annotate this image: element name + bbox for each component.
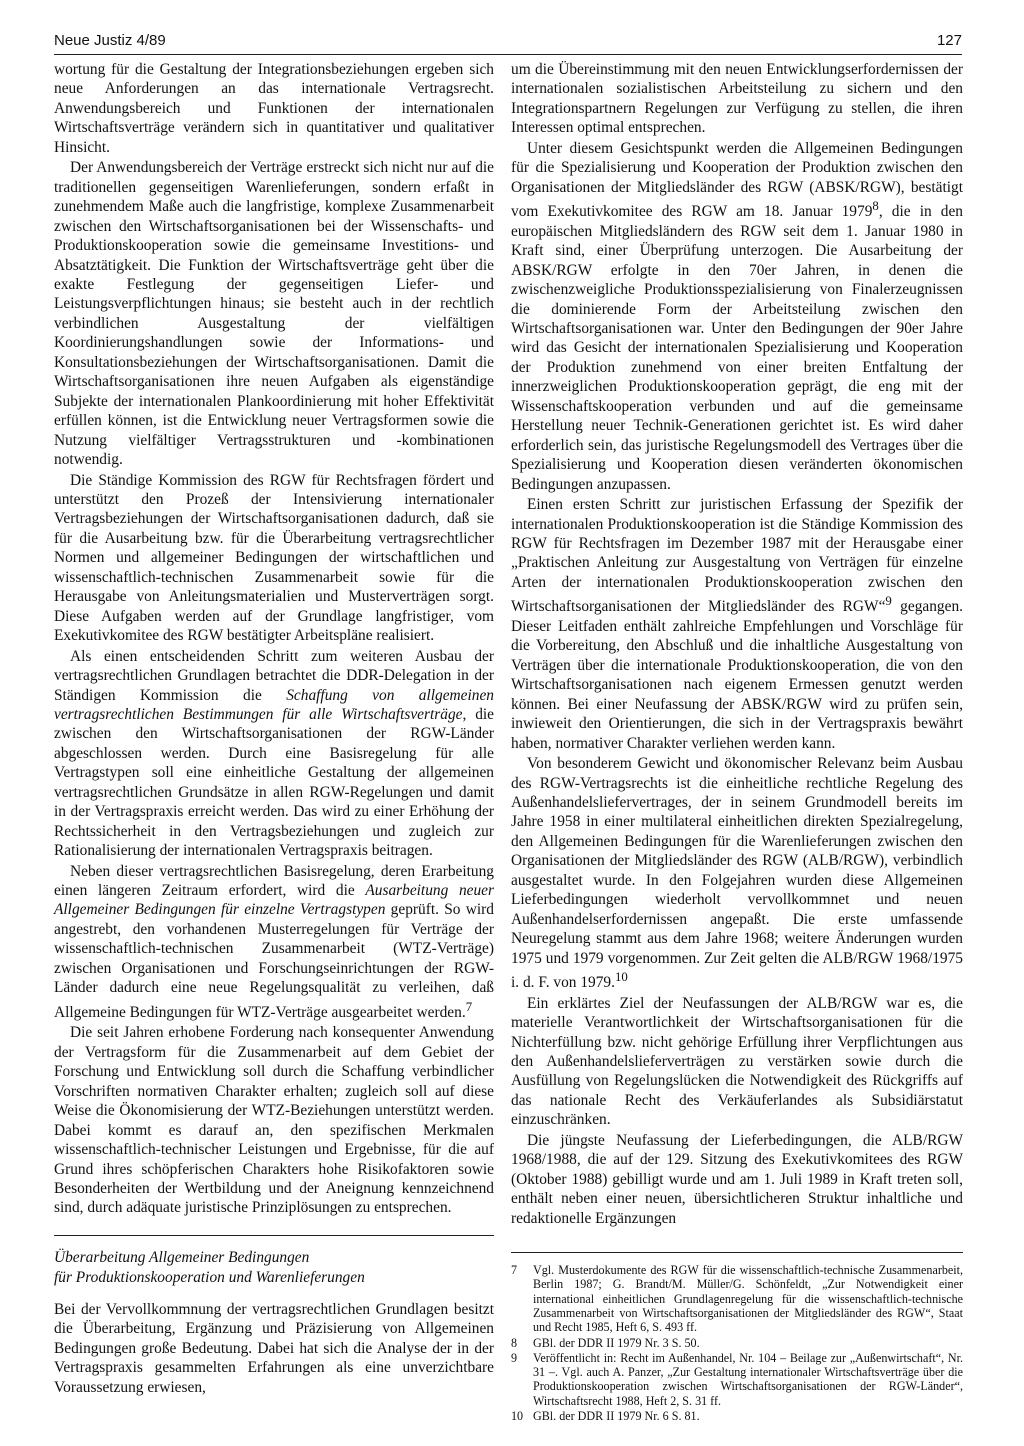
running-header xyxy=(54,30,962,55)
right-column xyxy=(511,60,963,1424)
footnote-text: Vgl. Musterdokumente des RGW für die wissenschaftlich-technische Zusammenarbeit, Berlin 1987; G. Brandt/M. Müller/G. Schönfeldt, „Zur Notwendigkeit einer international einheitlichen Grundlagenregelung für die wissenschaftlich-technische Zusammenarbeit von Wirtschaftsorganisationen der Mitgliedsländer des RGW“, Staat und Recht 1985, Heft 6, S. 493 ff. xyxy=(533,1263,963,1335)
footnote-ref: 8 xyxy=(872,199,879,214)
paragraph-text: Als einen entscheidenden Schritt zum weiteren Ausbau der vertragsrechtlichen Grundlagen betrachtet die DDR-Delegation in der Ständigen Kommission die xyxy=(54,647,494,704)
paragraph-text: Einen ersten Schritt zur juristischen Erfassung der Spezifik der internationalen Produktionskooperation ist die Ständige Kommission des RGW für Rechtsfragen im Dezember 1987 mit der Herausgabe einer „Praktischen Anleitung zur Ausgestaltung von Verträgen für einzelne Arten der internationalen Produktionskooperation zwischen den Wirtschaftsorganisationen der Mitgliedsländer des RGW“ xyxy=(511,496,963,616)
footnote-text: GBl. der DDR II 1979 Nr. 3 S. 50. xyxy=(533,1335,700,1350)
paragraph: Der Anwendungsbereich der Verträge erstreckt sich nicht nur auf die traditionellen gegenseitigen Warenlieferungen, sondern erfaßt in zunehmendem Maße auch die langfristige, komplexe Zusammenarbeit zwischen den Wirtschaftsorganisationen bei der Wissenschafts- und Produktionskooperation sowie die gemeinsame Investitions- und Absatztätigkeit. Die Funktion der Wirtschaftsverträge geht über die exakte Festlegung der gegenseitigen Liefer- und Leistungsverpflichtungen hinaus; sie besteht auch in der rechtlich verbindlichen Ausgestaltung der vielfältigen Koordinierungshandlungen sowie der Informations- und Konsultationsbeziehungen der Wirtschaftsorganisationen. Damit die Wirtschaftsorganisationen ihre neuen Aufgaben als eigenständige Subjekte der internationalen Plankoordinierung mit hoher Effektivität erfüllen können, ist die Entwicklung neuer Vertragsformen sowie die Nutzung vielfältiger Vertragsstrukturen und -kombinationen notwendig. xyxy=(54,159,494,469)
footnote-number: 10 xyxy=(511,1409,524,1424)
paragraph xyxy=(511,139,963,494)
section-heading-line: für Produktionskooperation und Warenlieferungen xyxy=(54,1268,365,1286)
footnotes xyxy=(511,1263,963,1423)
footnote-number: 8 xyxy=(511,1335,518,1350)
footnote xyxy=(511,1409,963,1423)
footnote-ref: 7 xyxy=(465,999,473,1014)
paragraph xyxy=(54,862,494,1023)
paragraph-text: , die in den europäischen Mitgliedsländern des RGW seit dem 1. Januar 1980 in Kraft sind, einer Überprüfung unterzogen. Die Ausarbeitung der ABSK/RGW erfolgte in den 70er Jahren, in denen die zwischenzweigliche Produktionsspezialisierung von Finalerzeugnissen die dominierende Form der Arbeitsteilung zwischen den Wirtschaftsorganisationen war. Unter den Bedingungen der 90er Jahre wird das Gesicht der internationalen Spezialisierung und Kooperation der Produktion zunehmend von einer breiten Entfaltung der innerzweiglichen Produktionskooperation geprägt, die eng mit der Wissenschaftskooperation verbunden und auf die gemeinsame Herstellung neuer Technik-Generationen gerichtet ist. Es wird daher erforderlich sein, das juristische Regelungsmodell des Vertrages über die Spezialisierung und Kooperation diesen veränderten ökonomischen Bedingungen anzupassen. xyxy=(511,203,963,493)
left-column xyxy=(54,60,494,1398)
footnote-divider xyxy=(511,1252,963,1253)
emphasized-text: Ausarbeitung neuer Allgemeiner Bedingungen für einzelne Vertragstypen xyxy=(54,882,494,919)
footnote-number: 9 xyxy=(511,1350,518,1365)
footnote xyxy=(511,1336,963,1350)
footnote xyxy=(511,1263,963,1334)
section-heading xyxy=(54,1248,494,1288)
paragraph xyxy=(54,647,494,861)
paragraph-text: gegangen. Dieser Leitfaden enthält zahlreiche Empfehlungen und Vorschläge für die Vorbereitung, den Abschluß und die inhaltliche Ausgestaltung von Verträgen über die internationale Produktionskooperation, die von den Wirtschaftsorganisationen nach eigenem Ermessen genutzt werden können. Bei einer Neufassung der ABSK/RGW wird zu prüfen sein, inwieweit den Orientierungen, die sich in der Vertragspraxis bewährt haben, normativer Charakter verliehen werden kann. xyxy=(511,598,963,752)
paragraph: Die seit Jahren erhobene Forderung nach konsequenter Anwendung der Vertragsform für die Zusammenarbeit auf dem Gebiet der Forschung und Entwicklung soll durch die Schaffung verbindlicher Vorschriften normativen Charakter erhalten; zugleich soll auf diese Weise die Ökonomisierung der WTZ-Beziehungen unterstützt werden. Dabei kommt es darauf an, den spezifischen Merkmalen wissenschaftlich-technischer Leistungen und Ergebnisse, für die auf Grund ihres schöpferischen Charakters hohe Risikofaktoren sowie Besonderheiten der Wertbildung und der Aneignung kennzeichnend sind, durch adäquate juristische Prinziplösungen zu entsprechen. xyxy=(54,1024,494,1217)
paragraph xyxy=(511,754,963,993)
paragraph-text: Von besonderem Gewicht und ökonomischer Relevanz beim Ausbau des RGW-Vertragsrechts ist die einheitliche rechtliche Regelung des Außenhandelsliefervertrages, der in seinem Grundmodell bereits im Jahre 1958 in einer multilateral einheitlichen direkten Spezialregelung, den Allgemeinen Bedingungen für die Warenlieferungen zwischen den Organisationen der Mitgliedsländer des RGW (ALB/RGW), verbindlich ausgestaltet wurde. In den Folgejahren wurden diese Allgemeinen Lieferbedingungen wiederholt vervollkommnet und neuen Außenhandelserfordernissen angepaßt. Die erste umfassende Neuregelung stammt aus dem Jahre 1968; weitere Änderungen wurden 1975 und 1979 vorgenommen. Zur Zeit gelten die ALB/RGW 1968/1975 i. d. F. von 1979. xyxy=(511,755,963,992)
emphasized-text: Schaffung von allgemeinen vertragsrechtlichen Bestimmungen für alle Wirtschaftsverträge xyxy=(54,686,494,723)
paragraph: Die jüngste Neufassung der Lieferbedingungen, die ALB/RGW 1968/1988, die auf der 129. Sitzung des Exekutivkomitees des RGW (Oktober 1988) gebilligt wurde und am 1. Juli 1989 in Kraft treten soll, enthält neben einer neuen, übersichtlicheren Struktur inhaltliche und redaktionelle Ergänzungen xyxy=(511,1131,963,1227)
journal-title: Neue Justiz 4/89 xyxy=(54,32,166,49)
section-heading-line: Überarbeitung Allgemeiner Bedingungen xyxy=(54,1248,310,1266)
footnote-text: GBl. der DDR II 1979 Nr. 6 S. 81. xyxy=(533,1409,700,1424)
paragraph: um die Übereinstimmung mit den neuen Entwicklungserfordernissen der internationalen sozialistischen Arbeitsteilung zu sichern und den Integrationspartnern Regelungen zur Verfügung zu stellen, die ihren Interessen optimal entsprechen. xyxy=(511,61,963,137)
paragraph-text: , die zwischen den Wirtschaftsorganisationen der RGW-Länder abgeschlossen werden. Durch eine Basisregelung für alle Vertragstypen soll eine einheitliche Gestaltung der allgemeinen vertragsrechtlichen Grundsätze in allen RGW-Regelungen und damit in der Vertragspraxis erreicht werden. Das wird zu einer Erhöhung der Rechtssicherheit in den Vertragsbeziehungen und zugleich zur Rationalisierung der internationalen Vertragspraxis beitragen. xyxy=(54,705,495,860)
paragraph-text: geprüft. So wird angestrebt, den vorhandenen Musterregelungen für Verträge der wissenschaftlich-technischen Zusammenarbeit (WTZ-Verträge) zwischen Organisationen und Forschungseinrichtungen der RGW-Länder dadurch eine neue Regelungsqualität zu verleihen, daß Allgemeine Bedingungen für WTZ-Verträge ausgearbeitet werden. xyxy=(54,901,494,1021)
footnote-number: 7 xyxy=(511,1263,518,1278)
paragraph: Ein erklärtes Ziel der Neufassungen der ALB/RGW war es, die materielle Verantwortlichkeit der Wirtschaftsorganisationen für die Nichterfüllung bzw. nicht gehörige Erfüllung ihrer Verpflichtungen aus den Außenhandelslieferverträgen zu verstärken sowie durch die Ausfüllung von Regelungslücken die Notwendigkeit des Rückgriffs auf das nationale Recht des Verkäuferlandes als Subsidiärstatut einzuschränken. xyxy=(511,994,963,1129)
footnote-ref: 10 xyxy=(614,970,628,985)
section-divider xyxy=(54,1235,494,1236)
paragraph-text: Neben dieser vertragsrechtlichen Basisregelung, deren Erarbeitung einen längeren Zeitraum erfordert, wird die xyxy=(54,862,494,900)
page-number: 127 xyxy=(936,32,962,49)
paragraph: Bei der Vervollkommnung der vertragsrechtlichen Grundlagen besitzt die Überarbeitung, Ergänzung und Präzisierung von Allgemeinen Bedingungen große Bedeutung. Dabei hat sich die Analyse der in der Vertragspraxis gesammelten Erfahrungen als eine unverzichtbare Voraussetzung erwiesen, xyxy=(54,1300,494,1396)
paragraph xyxy=(511,495,963,753)
footnote-ref: 9 xyxy=(885,594,892,609)
paragraph: wortung für die Gestaltung der Integrationsbeziehungen ergeben sich neue Anforderungen an das internationale Vertragsrecht. Anwendungsbereich und Funktionen der internationalen Wirtschaftsverträge verändern sich in quantitativer und qualitativer Hinsicht. xyxy=(54,61,494,156)
paragraph: Die Ständige Kommission des RGW für Rechtsfragen fördert und unterstützt den Prozeß der Intensivierung internationaler Vertragsbeziehungen der Wirtschaftsorganisationen dadurch, daß sie für die Ausarbeitung bzw. für die Überarbeitung vertragsrechtlicher Normen und allgemeiner Bedingungen der wirtschaftlichen und wissenschaftlich-technischen Zusammenarbeit sowie für die Herausgabe von Anleitungsmaterialien und Musterverträgen sorgt. Diese Aufgaben werden auf der Grundlage langfristiger, vom Exekutivkomitee des RGW bestätigter Arbeitspläne realisiert. xyxy=(54,471,494,645)
footnote-text: Veröffentlicht in: Recht im Außenhandel, Nr. 104 – Beilage zur „Außenwirtschaft“, Nr. 31 –. Vgl. auch A. Panzer, „Zur Gestaltung internationaler Wirtschaftsverträge über die Produktionskooperation zwischen Wirtschaftsorganisationen der RGW-Länder“, Wirtschaftsrecht 1988, Heft 2, S. 31 ff. xyxy=(533,1350,963,1408)
paragraph-text: Unter diesem Gesichtspunkt werden die Allgemeinen Bedingungen für die Spezialisierung und Kooperation der Produktion zwischen den Organisationen der Mitgliedsländer des RGW (ABSK/RGW), bestätigt vom Exekutivkomitee des RGW am 18. Januar 1979 xyxy=(511,139,963,221)
footnote xyxy=(511,1351,963,1408)
